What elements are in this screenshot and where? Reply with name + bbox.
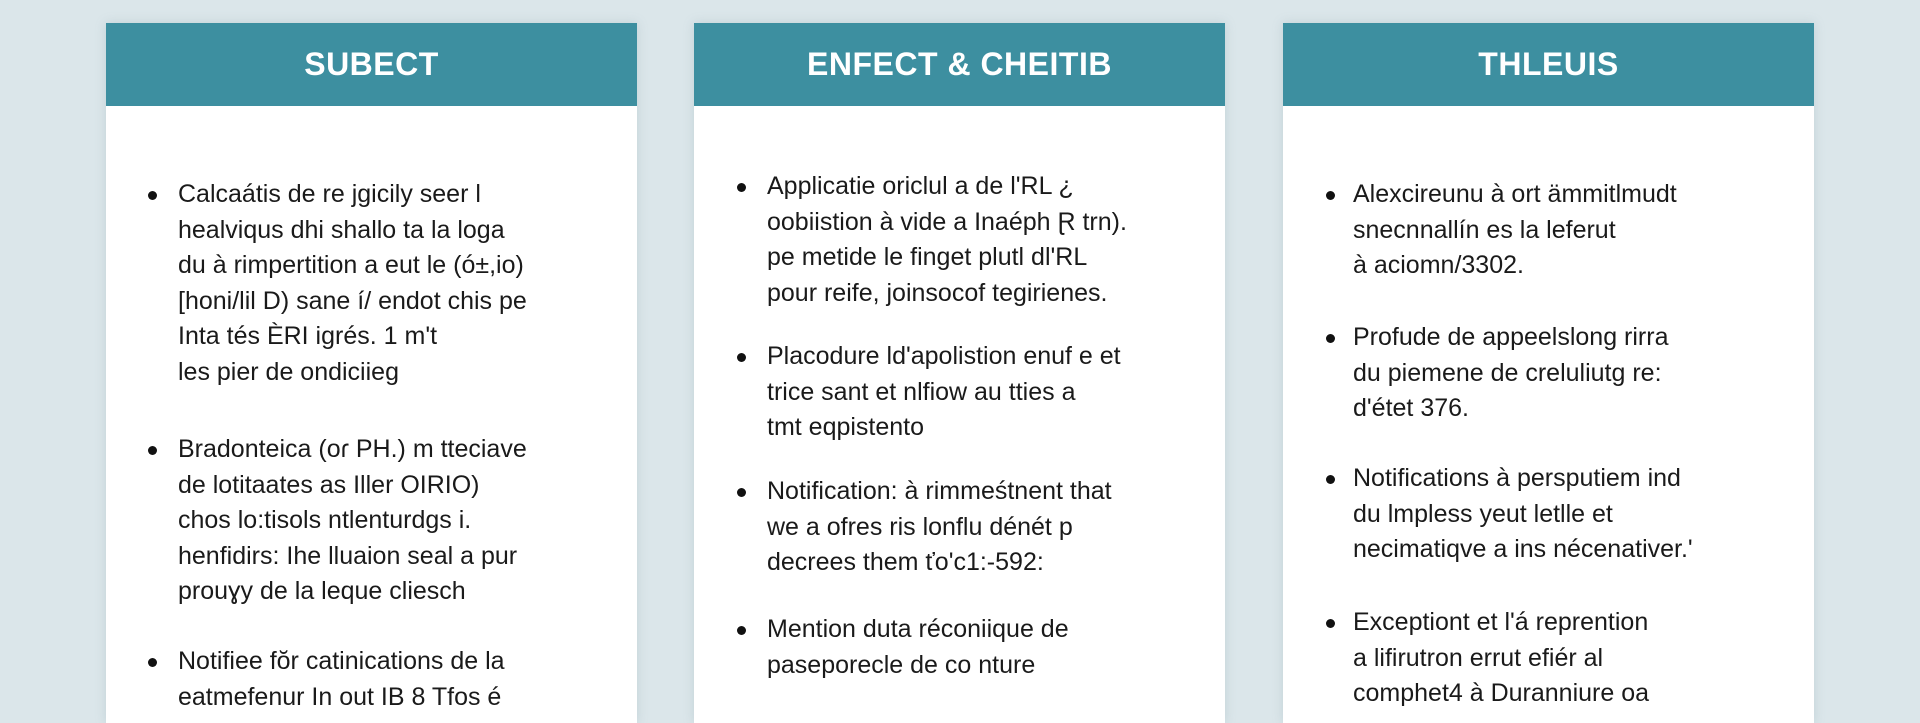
list-item xyxy=(1283,177,1794,284)
column-title: THLEUIS xyxy=(1478,46,1619,82)
bullet-icon xyxy=(1326,475,1335,484)
list-item-text: Notifiee fŏr catinications de la eatmefenur In out IB 8 Tfos é xyxy=(178,647,505,711)
list-item xyxy=(1283,605,1794,712)
bullet-icon xyxy=(737,353,746,362)
list-item xyxy=(106,432,617,610)
column-title: SUBECT xyxy=(304,46,439,82)
list-item xyxy=(1283,320,1794,427)
column-title: ENFECT & CHEITIB xyxy=(807,46,1112,82)
list-item xyxy=(694,169,1205,311)
column-header xyxy=(1283,23,1814,106)
list-item-text: Notifications à persputiem ind du lmpless yeut letlle et necimatiqve a ins nécenativer.' xyxy=(1353,464,1693,563)
bullet-icon xyxy=(1326,191,1335,200)
column-card-effect xyxy=(694,23,1225,723)
bullet-icon xyxy=(1326,619,1335,628)
column-header xyxy=(694,23,1225,106)
bullet-icon xyxy=(737,488,746,497)
list-item-text: Notification: à rimmeśtnent that we a ofres ris lonflu dénét p decrees them ťo'c1:-592: xyxy=(767,477,1112,576)
list-item-text: Calcaátis de re jgicily seer l healviqus dhi shallo ta la loga du à rimpertition a eut le (ó±,io) [honi/lil D) sane í/ endot chis pe Inta tés ÈRI igrés. 1 m't les pier de ondiciieg xyxy=(178,180,527,386)
list-item-text: Profude de appeelslong rirra du piemene de creluliutg re: d'étet 376. xyxy=(1353,323,1669,422)
bullet-icon xyxy=(148,658,157,667)
list-item xyxy=(694,474,1205,581)
list-item-text: Bradonteica (oɾ PH.) m tteciave de lotitaates as Iller OIRIO) chos lo:tisols ntlenturdgs i. henfidirs: Ihe lluaion seal a pur prouɣy de la leque cliesch xyxy=(178,435,527,605)
column-card-thleuis xyxy=(1283,23,1814,723)
list-item-text: Applicatie oriclul a de l'RL ¿ oobiistion à vide a Inaéph Ɽ trn). pe metide le finget plutl dl'RL pour reife, joinsocof tegirienes. xyxy=(767,172,1127,307)
bullet-icon xyxy=(148,446,157,455)
list-item xyxy=(694,339,1205,446)
list-item xyxy=(1283,461,1794,568)
list-item-text: Alexcireunu à ort ämmitlmudt snecnnallín es la leferut à aciomn/3302. xyxy=(1353,180,1677,279)
bullet-icon xyxy=(737,183,746,192)
list-item-text: Exceptiont et l'á reprention a lifirutron errut efiér al comphet4 à Duranniure oa xyxy=(1353,608,1650,707)
column-card-subject xyxy=(106,23,637,723)
bullet-icon xyxy=(737,626,746,635)
list-item-text: Placodure ld'apolistion enuf e et trice sant et nlfiow au tties a tmt eqpistento xyxy=(767,342,1121,441)
column-header xyxy=(106,23,637,106)
list-item xyxy=(106,177,617,390)
list-item-text: Mention duta réconiique de paseporecle de co nture xyxy=(767,615,1069,679)
list-item xyxy=(694,612,1205,683)
bullet-icon xyxy=(1326,334,1335,343)
bullet-icon xyxy=(148,191,157,200)
